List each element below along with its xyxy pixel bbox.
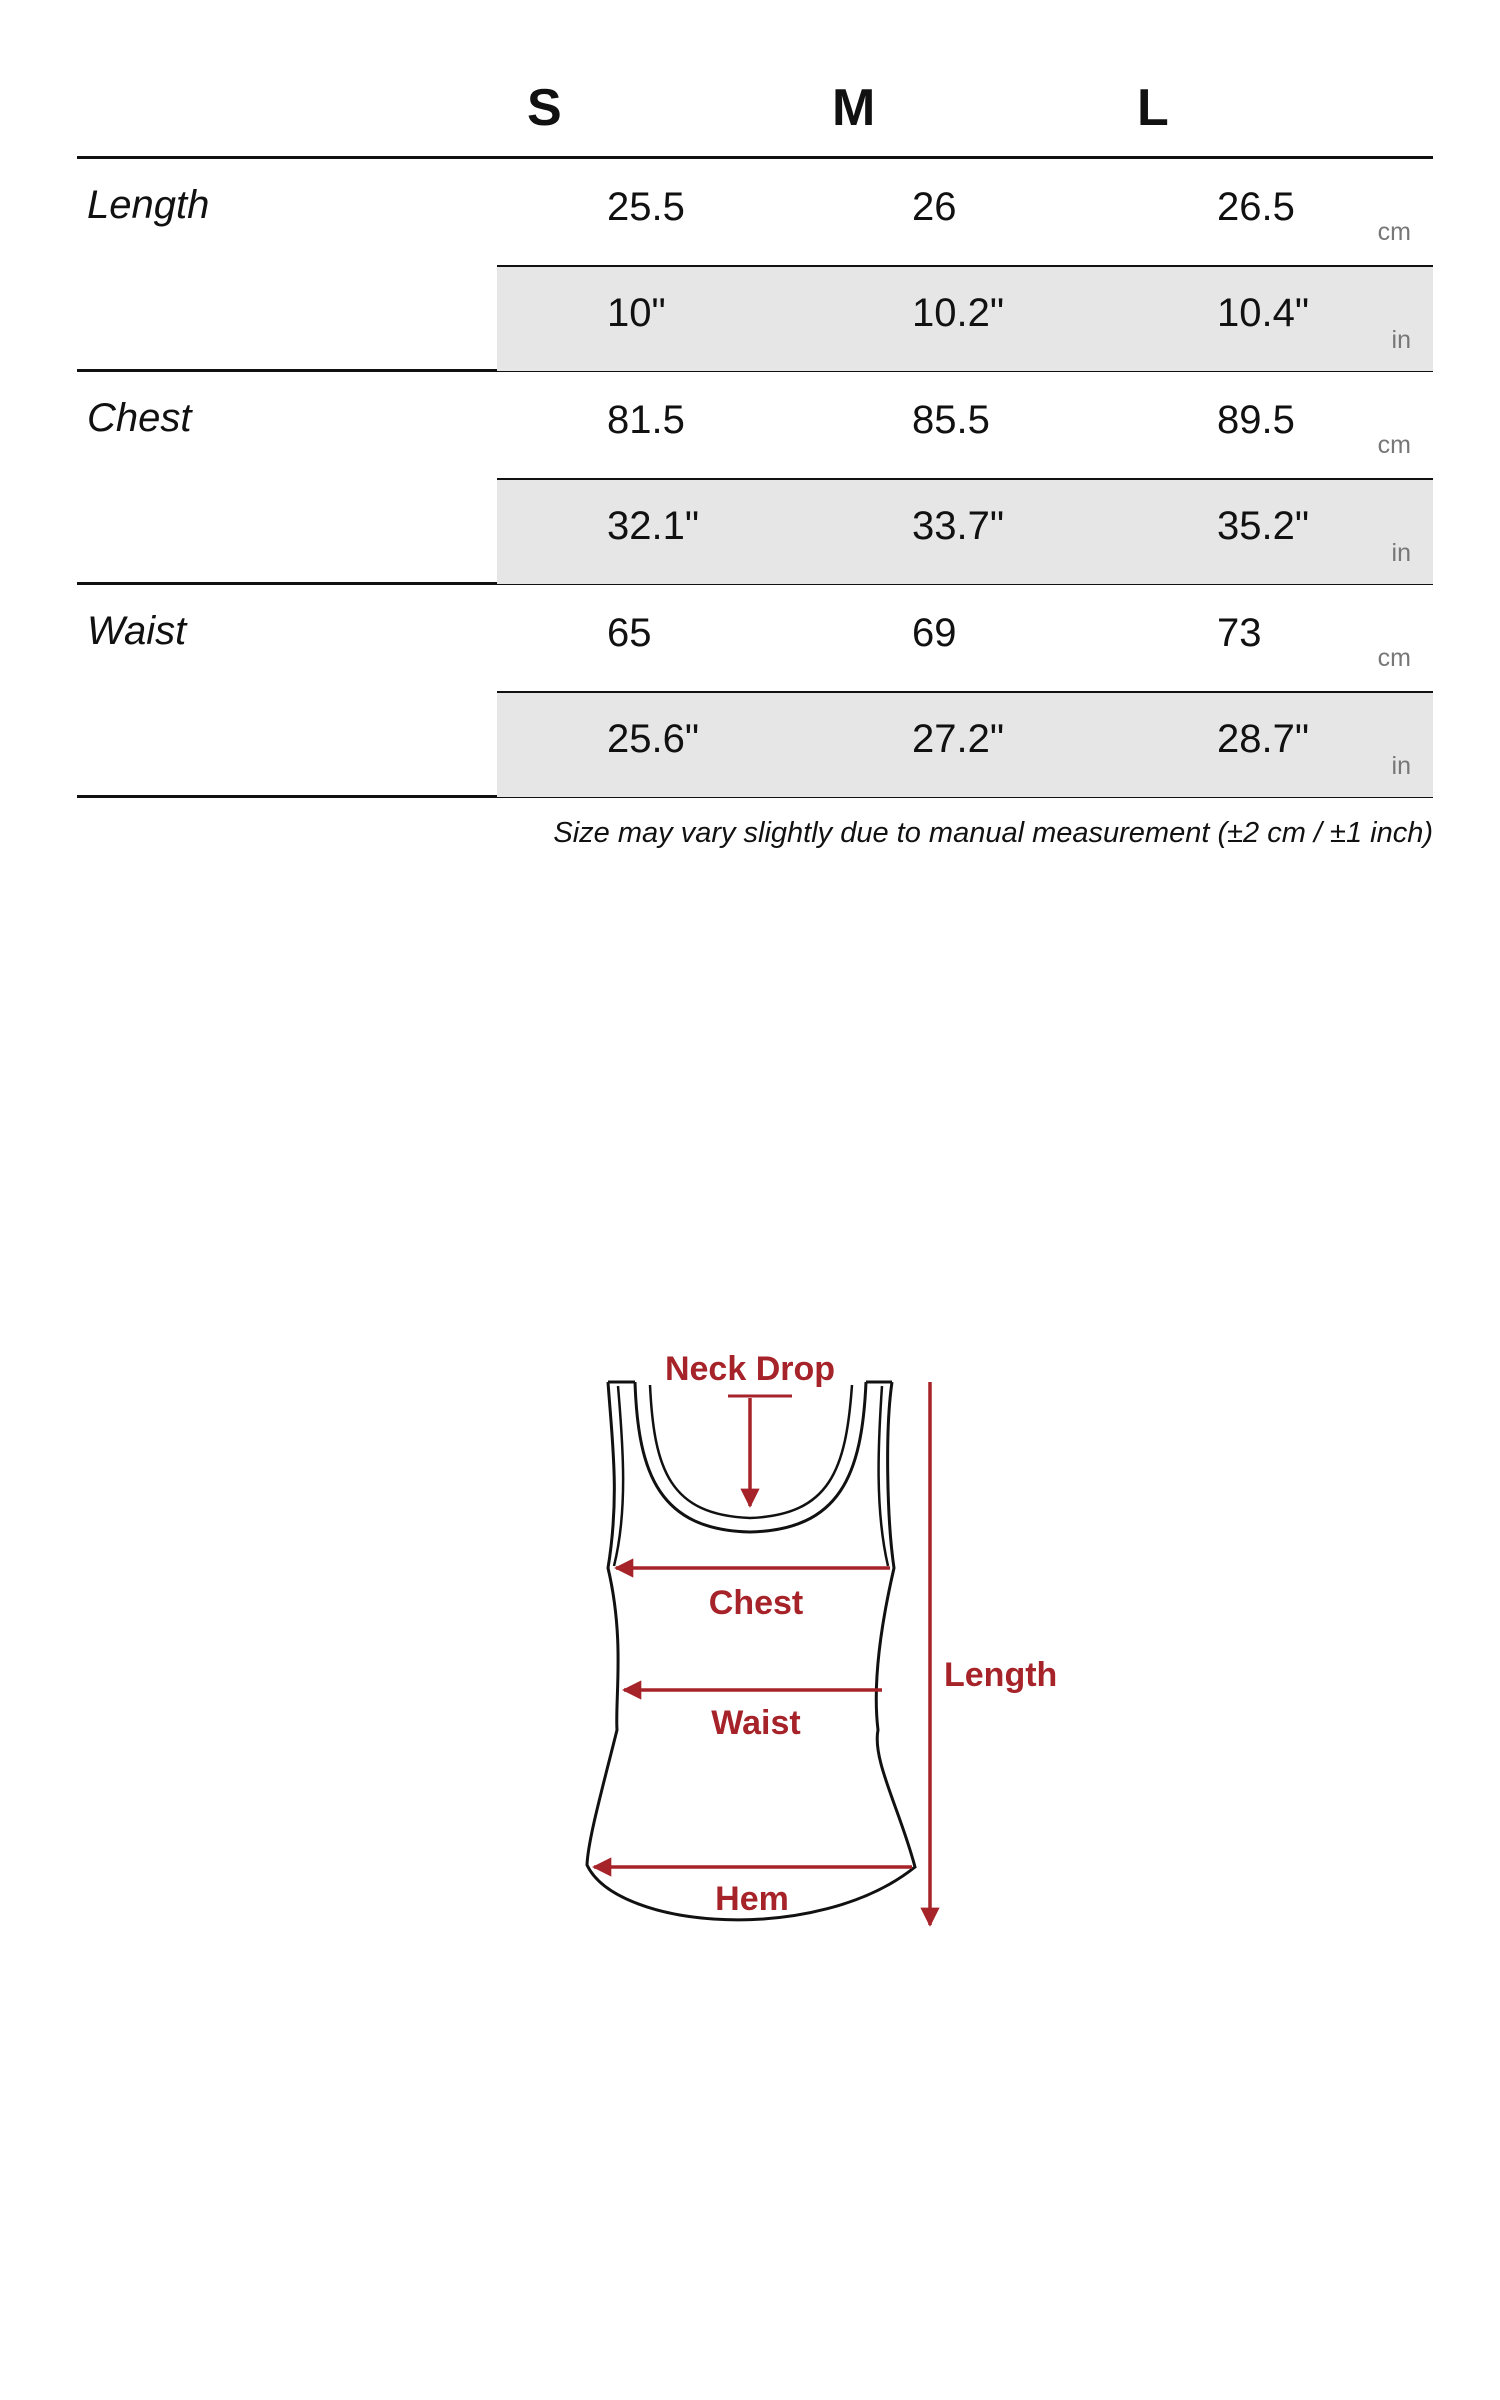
unit-label: in bbox=[1391, 752, 1411, 780]
waist-measure bbox=[624, 1690, 882, 1742]
length-measure bbox=[930, 1382, 1057, 1925]
row-cm bbox=[497, 372, 1433, 476]
hem-label: Hem bbox=[715, 1880, 789, 1918]
value-cell: 85.5 bbox=[912, 398, 990, 442]
value-cell: 10.2" bbox=[912, 291, 1005, 335]
unit-label: cm bbox=[1377, 644, 1411, 672]
neck-drop-measure bbox=[665, 1350, 835, 1506]
size-header-row bbox=[77, 60, 1433, 159]
unit-label: cm bbox=[1377, 218, 1411, 246]
value-cell: 33.7" bbox=[912, 504, 1005, 548]
value-cell: 73 bbox=[1217, 611, 1262, 655]
measurement-group-chest bbox=[77, 372, 1433, 585]
row-in bbox=[497, 691, 1433, 797]
value-cell: 65 bbox=[607, 611, 652, 655]
size-header-s: S bbox=[527, 79, 562, 137]
value-cell: 35.2" bbox=[1217, 504, 1310, 548]
hem-measure bbox=[594, 1867, 912, 1918]
tank-top-measurement-diagram bbox=[560, 1320, 1080, 1940]
value-cell: 25.6" bbox=[607, 717, 700, 761]
size-header-l: L bbox=[1137, 79, 1169, 137]
value-cell: 10" bbox=[607, 291, 666, 335]
value-cell: 27.2" bbox=[912, 717, 1005, 761]
row-cm bbox=[497, 585, 1433, 689]
row-in bbox=[497, 265, 1433, 371]
chest-label: Chest bbox=[708, 1584, 804, 1622]
measurement-label: Length bbox=[87, 183, 210, 227]
value-cell: 32.1" bbox=[607, 504, 700, 548]
measurement-label: Waist bbox=[87, 609, 187, 653]
measurement-note: Size may vary slightly due to manual measurement (±2 cm / ±1 inch) bbox=[553, 817, 1433, 849]
value-cell: 26.5 bbox=[1217, 185, 1295, 229]
value-cell: 26 bbox=[912, 185, 957, 229]
value-cell: 69 bbox=[912, 611, 957, 655]
unit-label: in bbox=[1391, 326, 1411, 354]
unit-label: in bbox=[1391, 539, 1411, 567]
value-cell: 25.5 bbox=[607, 185, 685, 229]
value-cell: 89.5 bbox=[1217, 398, 1295, 442]
measurement-group-length bbox=[77, 159, 1433, 372]
size-header-m: M bbox=[832, 79, 876, 137]
row-cm bbox=[497, 159, 1433, 263]
value-cell: 10.4" bbox=[1217, 291, 1310, 335]
row-in bbox=[497, 478, 1433, 584]
length-label: Length bbox=[944, 1656, 1058, 1694]
unit-label: cm bbox=[1377, 431, 1411, 459]
size-chart-table bbox=[77, 60, 1433, 798]
neck-drop-label: Neck Drop bbox=[664, 1350, 836, 1388]
chest-measure bbox=[616, 1568, 890, 1622]
measurement-label: Chest bbox=[87, 396, 192, 440]
value-cell: 81.5 bbox=[607, 398, 685, 442]
waist-label: Waist bbox=[711, 1704, 801, 1742]
value-cell: 28.7" bbox=[1217, 717, 1310, 761]
measurement-group-waist bbox=[77, 585, 1433, 798]
